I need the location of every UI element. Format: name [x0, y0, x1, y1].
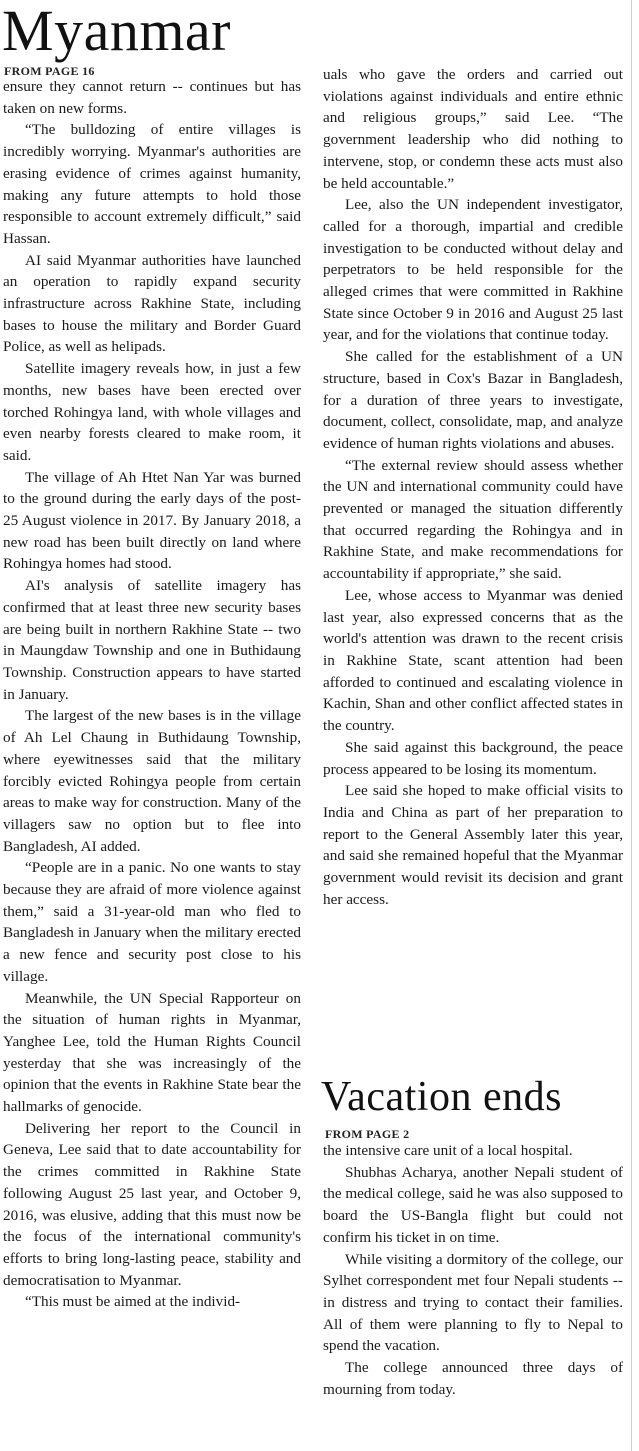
article-paragraph: Lee said she hoped to make official visits to India and China as part of her preparation to report to the General Assembly later this year, and said she remained hopeful that the Myanmar government would revisit its decision and grant her access. — [323, 782, 623, 908]
myanmar-jump-line: FROM PAGE 16 — [4, 64, 95, 78]
article-paragraph: She called for the establishment of a UN structure, based in Cox's Bazar in Bangladesh, for a duration of three years to investigate, document, collect, consolidate, map, and analyze evidence of human rights violations and abuses. — [323, 348, 623, 452]
article-paragraph: Lee, whose access to Myanmar was denied last year, also expressed concerns that as the world's attention was drawn to the recent crisis in Rakhine State, scant attention had been afforded to continued and escalating violence in Kachin, Shan and other conflict affected states in the country. — [323, 586, 623, 735]
article-paragraph: the intensive care unit of a local hospital. — [323, 1142, 573, 1159]
vacation-ends-headline: Vacation ends — [321, 1074, 562, 1120]
article-paragraph: Satellite imagery reveals how, in just a few months, new bases have been erected over torched Rohingya land, with whole villages and even nearby forests cleared to make room, it said. — [3, 360, 301, 464]
article-paragraph: Meanwhile, the UN Special Rapporteur on the situation of human rights in Myanmar, Yanghee Lee, told the Human Rights Council yesterday that she was increasingly of the opinion that the events in Rakhine State bear the hallmarks of genocide. — [3, 989, 301, 1116]
article-paragraph: AI said Myanmar authorities have launched an operation to rapidly expand security infrastructure across Rakhine State, including bases to house the military and Border Guard Police, as well as helipads. — [3, 251, 301, 356]
article-paragraph: Delivering her report to the Council in Geneva, Lee said that to date accountability for the crimes committed in Rakhine State following August 25 last year, and October 9, 2016, was elusive, adding that this must now be the focus of the international community's efforts to bring long-lasting peace, stability and democratisation to Myanmar. — [3, 1119, 301, 1289]
article-paragraph: “The bulldozing of entire villages is incredibly worrying. Myanmar's authorities are erasing evidence of crimes against humanity, making any future attempts to hold those responsible to account extremely difficult,” said Hassan. — [3, 121, 301, 247]
article-paragraph: The largest of the new bases is in the village of Ah Lel Chaung in Buthidaung Township, where eyewitnesses said that the military forcibly evicted Rohingya people from certain areas to make way for construction. Many of the villagers saw no option but to flee into Bangladesh, AI added. — [3, 707, 301, 855]
article-paragraph: Shubhas Acharya, another Nepali student of the medical college, said he was also supposed to board the US-Bangla flight but could not confirm his ticket in on time. — [323, 1163, 623, 1246]
myanmar-column-2 — [323, 64, 623, 1072]
vacation-ends-column — [323, 1140, 623, 1446]
article-paragraph: uals who gave the orders and carried out violations against individuals and entire ethnic and religious groups,” said Lee. “The government leadership who did nothing to intervene, stop, or condemn these acts must also be held accountable.” — [323, 66, 623, 192]
article-paragraph: Lee, also the UN independent investigator, called for a thorough, impartial and credible investigation to be conducted without delay and perpetrators to be held responsible for the alleged crimes that were committed in Rakhine State since October 9 in 2016 and August 25 last year, and for the violations that continue today. — [323, 196, 623, 344]
article-paragraph: AI's analysis of satellite imagery has confirmed that at least three new security bases are being built in northern Rakhine State -- two in Maungdaw Township and one in Buthidaung Township. Construction appears to have started in January. — [3, 577, 301, 703]
article-paragraph: The village of Ah Htet Nan Yar was burned to the ground during the early days of the post-25 August violence in 2017. By January 2018, a new road has been built directly on land where Rohingya homes had stood. — [3, 468, 301, 573]
column-divider — [631, 0, 632, 1451]
myanmar-column-1 — [3, 76, 301, 1449]
article-paragraph: She said against this background, the peace process appeared to be losing its momentum. — [323, 738, 623, 778]
article-paragraph: “This must be aimed at the individ- — [25, 1293, 241, 1311]
myanmar-headline: Myanmar — [2, 0, 231, 63]
article-paragraph: While visiting a dormitory of the college, our Sylhet correspondent met four Nepali students -- in distress and trying to contact their families. All of them were planning to fly to Nepal to spend the vacation. — [323, 1250, 623, 1355]
article-paragraph: The college announced three days of mourning from today. — [323, 1359, 623, 1398]
vacation-ends-jump-line: FROM PAGE 2 — [325, 1127, 410, 1141]
article-paragraph: ensure they cannot return -- continues but has taken on new forms. — [3, 78, 301, 117]
article-paragraph: “People are in a panic. No one wants to stay because they are afraid of more violence against them,” said a 31-year-old man who fled to Bangladesh in January when the military erected a new fence and security post close to his village. — [3, 859, 301, 985]
article-paragraph: “The external review should assess whether the UN and international community could have prevented or managed the situation differently that occurred regarding the Rohingya and in Rakhine State, and make recommendations for accountability if appropriate,” she said. — [323, 456, 623, 583]
